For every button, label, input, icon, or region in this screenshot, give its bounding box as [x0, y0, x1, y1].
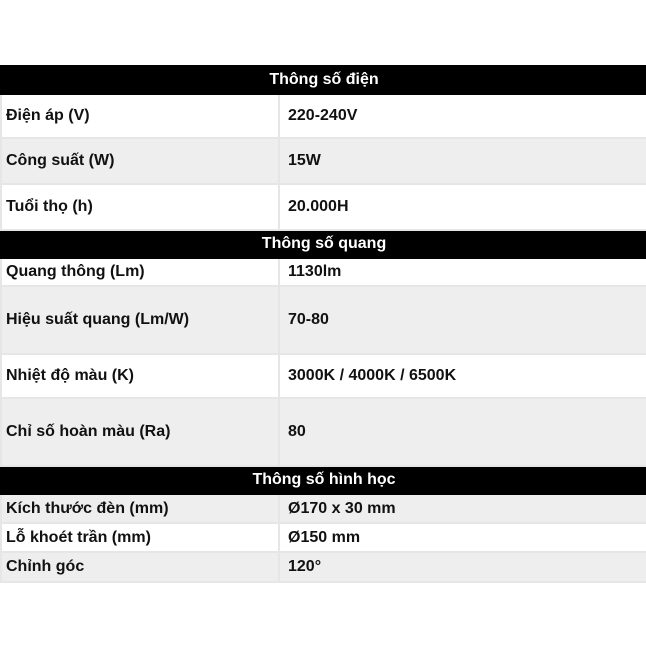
table-row — [1, 94, 646, 138]
spec-value: 80 — [279, 398, 646, 466]
section-title: Thông số hình học — [1, 466, 646, 494]
table-row — [1, 398, 646, 466]
spec-label: Chỉ số hoàn màu (Ra) — [1, 398, 279, 466]
table-row — [1, 184, 646, 230]
spec-value: Ø170 x 30 mm — [279, 494, 646, 523]
table-row — [1, 138, 646, 184]
table-row — [1, 552, 646, 582]
spec-value: Ø150 mm — [279, 523, 646, 552]
spec-label: Lỗ khoét trần (mm) — [1, 523, 279, 552]
section-header-optical — [1, 230, 646, 258]
table-row — [1, 523, 646, 552]
section-header-geometry — [1, 466, 646, 494]
spec-label: Nhiệt độ màu (K) — [1, 354, 279, 398]
section-title: Thông số quang — [1, 230, 646, 258]
spec-label: Quang thông (Lm) — [1, 258, 279, 286]
table-row — [1, 286, 646, 354]
spec-value: 120° — [279, 552, 646, 582]
spec-value: 15W — [279, 138, 646, 184]
spec-label: Điện áp (V) — [1, 94, 279, 138]
table-row — [1, 494, 646, 523]
spec-value: 3000K / 4000K / 6500K — [279, 354, 646, 398]
spec-table — [0, 65, 646, 583]
spec-value: 1130lm — [279, 258, 646, 286]
spec-value: 20.000H — [279, 184, 646, 230]
table-row — [1, 258, 646, 286]
section-title: Thông số điện — [1, 66, 646, 94]
spec-label: Chỉnh góc — [1, 552, 279, 582]
spec-label: Hiệu suất quang (Lm/W) — [1, 286, 279, 354]
spec-label: Công suất (W) — [1, 138, 279, 184]
spec-label: Kích thước đèn (mm) — [1, 494, 279, 523]
table-row — [1, 354, 646, 398]
spec-value: 220-240V — [279, 94, 646, 138]
section-header-electrical — [1, 66, 646, 94]
spec-label: Tuổi thọ (h) — [1, 184, 279, 230]
spec-value: 70-80 — [279, 286, 646, 354]
